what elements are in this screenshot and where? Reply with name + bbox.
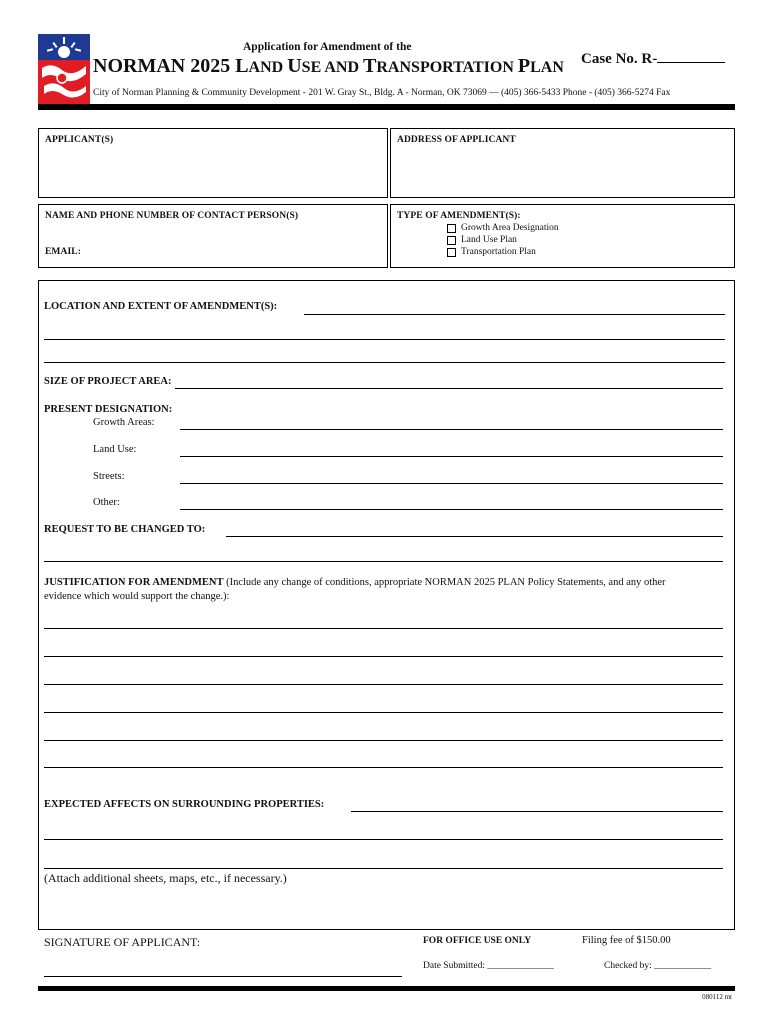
expected-affects-line-3[interactable]: [44, 868, 723, 869]
applicant-address-label: ADDRESS OF APPLICANT: [397, 135, 516, 145]
date-submitted: Date Submitted: ______________: [423, 961, 554, 971]
checked-by: Checked by: ____________: [604, 961, 712, 971]
expected-affects-label: EXPECTED AFFECTS ON SURROUNDING PROPERTIES:: [44, 799, 325, 810]
form-code: 080112 mt: [702, 993, 732, 1001]
applicants-label: APPLICANT(S): [45, 135, 114, 145]
streets-label: Streets:: [93, 471, 125, 482]
applicant-address-box[interactable]: [390, 128, 735, 198]
justification-line[interactable]: [44, 656, 723, 657]
city-logo: [38, 34, 90, 104]
option-growth-area[interactable]: Growth Area Designation: [447, 222, 559, 234]
request-line-2[interactable]: [44, 561, 723, 562]
office-address: City of Norman Planning & Community Development - 201 W. Gray St., Bldg. A - Norman, OK 73069 — (405) 366-5433 Phone - (405) 366-5274 Fax: [93, 88, 671, 98]
contact-label: NAME AND PHONE NUMBER OF CONTACT PERSON(S): [45, 211, 299, 221]
applicants-box[interactable]: [38, 128, 388, 198]
justification-line[interactable]: [44, 740, 723, 741]
checkbox-land-use[interactable]: [447, 236, 456, 245]
request-line[interactable]: [226, 536, 723, 537]
footer-rule: [38, 986, 735, 991]
other-line[interactable]: [180, 509, 723, 510]
header-rule: [38, 104, 735, 110]
other-label: Other:: [93, 497, 120, 508]
justification-line[interactable]: [44, 767, 723, 768]
contact-box[interactable]: [38, 204, 388, 268]
amendment-type-box: [390, 204, 735, 268]
growth-areas-label: Growth Areas:: [93, 417, 155, 428]
option-land-use[interactable]: Land Use Plan: [447, 234, 559, 246]
amendment-type-label: TYPE OF AMENDMENT(S):: [397, 211, 521, 221]
case-number: Case No. R-: [581, 48, 725, 68]
location-label: LOCATION AND EXTENT OF AMENDMENT(S):: [44, 301, 278, 312]
land-use-line[interactable]: [180, 456, 723, 457]
location-line[interactable]: [304, 314, 725, 315]
checkbox-transportation[interactable]: [447, 248, 456, 257]
justification-line[interactable]: [44, 712, 723, 713]
case-number-field[interactable]: [657, 48, 725, 63]
attach-note: (Attach additional sheets, maps, etc., if necessary.): [44, 871, 287, 885]
location-line-3[interactable]: [44, 362, 725, 363]
checkbox-growth-area[interactable]: [447, 224, 456, 233]
filing-fee: Filing fee of $150.00: [582, 935, 671, 946]
location-line-2[interactable]: [44, 339, 725, 340]
office-use-label: FOR OFFICE USE ONLY: [423, 936, 532, 946]
expected-affects-line[interactable]: [351, 811, 723, 812]
size-line[interactable]: [175, 388, 723, 389]
request-label: REQUEST TO BE CHANGED TO:: [44, 524, 206, 535]
justification-label-cont: evidence which would support the change.):: [44, 591, 230, 602]
form-subtitle: Application for Amendment of the: [243, 41, 412, 53]
justification-line[interactable]: [44, 628, 723, 629]
email-label: EMAIL:: [45, 247, 81, 257]
present-designation-label: PRESENT DESIGNATION:: [44, 404, 173, 415]
justification-line[interactable]: [44, 684, 723, 685]
signature-label: SIGNATURE OF APPLICANT:: [44, 935, 201, 949]
justification-label: JUSTIFICATION FOR AMENDMENT (Include any change of conditions, appropriate NORMAN 2025 PLAN Policy Statements, and any other: [44, 577, 666, 588]
streets-line[interactable]: [180, 483, 723, 484]
size-label: SIZE OF PROJECT AREA:: [44, 376, 172, 387]
land-use-label: Land Use:: [93, 444, 137, 455]
signature-line[interactable]: [44, 976, 402, 977]
expected-affects-line-2[interactable]: [44, 839, 723, 840]
growth-areas-line[interactable]: [180, 429, 723, 430]
option-transportation[interactable]: Transportation Plan: [447, 246, 559, 258]
form-title: NORMAN 2025 LAND USE AND TRANSPORTATION PLAN: [93, 55, 564, 77]
